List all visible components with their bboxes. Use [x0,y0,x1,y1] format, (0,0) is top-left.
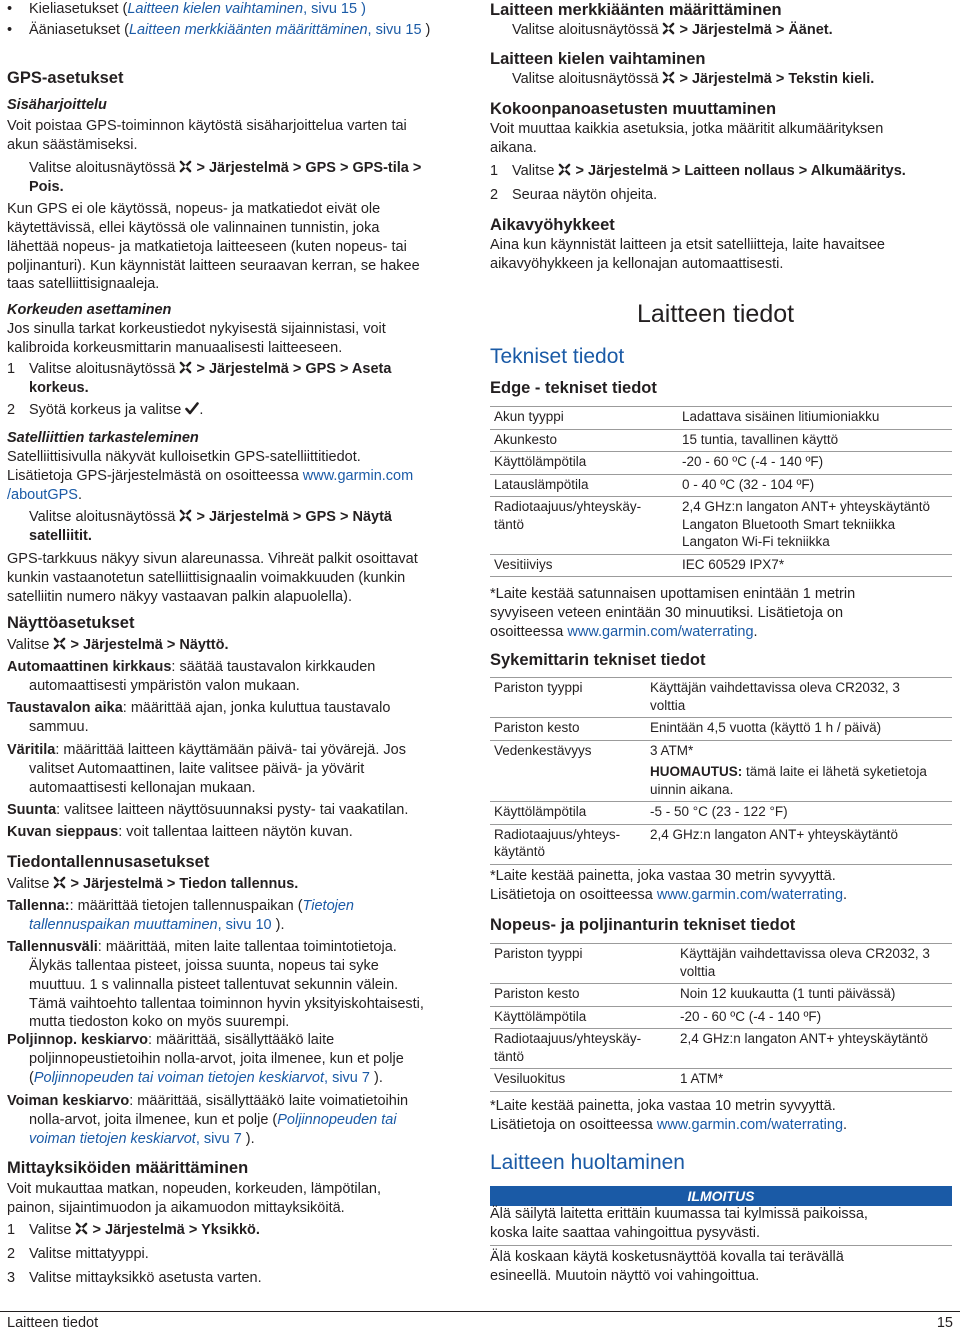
recording-item-interval: Tallennusväli: määrittää, miten laite tallentaa toimintotietoja. Älykäs tallentaa pisteet, joissa suunta, nopeus tai syke muuttuu. 1 s valinnalla pisteet tallentuvat sekunnin välein. Tämä vaihtoehto tallentaa toiminnon hyvin yksityiskohtaisesti, mutta tiedoston koko on myös suurempi. [7,939,424,1031]
settings-icon [53,876,66,889]
reset-heading: Kokoonpanoasetusten muuttaminen [490,100,777,118]
table-row [490,407,952,429]
recording-item-save-to: Tallenna:: määrittää tietojen tallennuspaikan (Tietojen tallennuspaikan muuttaminen, sivu 10 ). [7,898,354,933]
notice-banner: ILMOITUS [490,1186,952,1206]
table-cell: Radiotaajuus/yhteyskäy- täntö [490,497,678,555]
link-garmin-gps[interactable]: www.garmin.com [302,467,414,484]
link-data-storage-cont[interactable]: tallennuspaikan muuttaminen [29,916,218,933]
reset-step-1: 1 Valitse > Järjestelmä > Laitteen nollaus > Alkumääritys. [490,163,906,179]
table-row [490,554,952,577]
edge-water-note: *Laite kestää satunnaisen upottamisen enintään 1 metrin syvyiseen veteen enintään 30 minuutiksi. Lisätietoja on osoitteessa www.garmin.com/waterrating. [490,586,856,640]
settings-icon [179,509,192,522]
gps-settings-heading: GPS-asetukset [7,69,124,87]
link-cadence-avg[interactable]: Poljinnopeuden tai voiman tietojen keskiarvot [33,1069,325,1086]
table-row: Radiotaajuus/yhteys- käytäntö 2,4 GHz:n langaton ANT+ yhteyskäytäntö [490,824,952,864]
table-cell: Ladattava sisäinen litiumioniakku [678,407,952,429]
table-row [490,944,952,984]
recording-select: Valitse > Järjestelmä > Tiedon tallennus. [7,876,299,892]
table-cell: Pariston kesto [490,984,676,1007]
speed-specs-table [490,943,952,1092]
care-heading: Laitteen huoltaminen [490,1151,685,1174]
units-text: Voit mukauttaa matkan, nopeuden, korkeuden, lämpötilan, painon, sijaintimuodon ja aikamuodon mittayksiköitä. [7,1181,382,1216]
bullet-dot: • [7,1,13,17]
table-row-notice: HUOMAUTUS: tämä laite ei lähetä syketietoja uinnin aikana. [490,762,952,802]
link-waterrating[interactable]: www.garmin.com/waterrating [656,1116,844,1133]
edge-specs-heading: Edge - tekniset tiedot [490,379,657,397]
tones-heading: Laitteen merkkiäänten määrittäminen [490,1,782,19]
table-cell: Latauslämpötila [490,474,678,497]
table-cell: Käyttölämpötila [490,1006,676,1029]
hr-specs-heading: Sykemittarin tekniset tiedot [490,651,706,669]
table-cell: Akunkesto [490,429,678,452]
reset-step-2: 2 Seuraa näytön ohjeita. [490,187,658,203]
speed-specs-heading: Nopeus- ja poljinanturin tekniset tiedot [490,916,796,934]
display-item-auto-brightness: Automaattinen kirkkaus: säätää taustavalon kirkkauden automaattisesti ympäristön valon mukaan. [7,659,376,694]
table-cell: Noin 12 kuukautta (1 tunti päivässä) [676,984,952,1007]
bullet-language-settings: • Kieliasetukset (Laitteen kielen vaihtaminen, sivu 15 ) [7,1,366,17]
altitude-step-2: 2 Syötä korkeus ja valitse . [7,402,204,418]
indoor-training-text: Voit poistaa GPS-toiminnon käytöstä sisäharjoittelua varten tai akun säästämiseksi. [7,118,407,153]
table-row: Käyttölämpötila -5 - 50 °C (23 - 122 °F) [490,802,952,825]
table-cell: Vesitiiviys [490,554,678,577]
recording-settings-heading: Tiedontallennusasetukset [7,853,210,871]
satellites-step: Valitse aloitusnäytössä > Järjestelmä > GPS > Näytä satelliitit. [29,509,392,544]
recording-item-power-avg: Voiman keskiarvo: määrittää, sisällyttääkö laite voimatietoihin nolla-arvot, joita ilmenee, kun et polje (Poljinnopeuden tai voiman tietojen keskiarvot, sivu 7 ). [7,1093,409,1147]
link-garmin-gps-cont[interactable]: /aboutGPS [7,486,78,503]
care-notice-1: Älä säilytä laitetta erittäin kuumassa tai kylmissä paikoissa, koska laite saattaa vahingoittua pysyvästi. [490,1205,952,1246]
page-number: 15 [936,1315,953,1329]
table-row [490,1069,952,1092]
bullet-dot: • [7,22,13,38]
table-row [490,1029,952,1069]
bullet-tone-settings: • Ääniasetukset (Laitteen merkkiäänten määrittäminen, sivu 15 ) [7,22,431,38]
settings-icon [75,1222,88,1235]
link-change-language[interactable]: Laitteen kielen vaihtaminen [127,1,304,17]
care-notice-2: Älä koskaan käytä kosketusnäyttöä kovalla tai terävällä esineellä. Muutoin näyttö voi vahingoittua. [490,1249,844,1284]
settings-icon [179,160,192,173]
settings-icon [662,71,675,84]
table-cell: Käyttölämpötila [490,452,678,475]
table-row [490,1006,952,1029]
units-step-2: 2 Valitse mittatyyppi. [7,1246,149,1262]
table-cell: 1 ATM* [676,1069,952,1092]
recording-item-cadence-avg: Poljinnop. keskiarvo: määrittää, sisällyttääkö laite poljinnopeustietoihin nolla-arvot, joita ilmenee, kun et polje (Poljinnopeuden tai voiman tietojen keskiarvot, sivu 7 ). [7,1032,404,1086]
link-power-avg[interactable]: Poljinnopeuden tai [277,1111,397,1128]
display-item-screenshot: Kuvan sieppaus: voit tallentaa laitteen näytön kuvan. [7,824,353,840]
table-cell: 2,4 GHz:n langaton ANT+ yhteyskäytäntö Langaton Bluetooth Smart tekniikka Langaton Wi-Fi tekniikka [678,497,952,555]
indoor-training-step: Valitse aloitusnäytössä > Järjestelmä > GPS > GPS-tila > Pois. [29,160,422,195]
table-row: Pariston kesto Enintään 4,5 vuotta (käyttö 1 h / päivä) [490,718,952,741]
table-cell: 15 tuntia, tavallinen käyttö [678,429,952,452]
language-step: Valitse aloitusnäytössä > Järjestelmä > Tekstin kieli. [512,71,875,87]
specs-heading: Tekniset tiedot [490,345,625,368]
chapter-title: Laitteen tiedot [637,300,795,328]
display-item-orientation: Suunta: valitsee laitteen näyttösuunnaksi pysty- tai vaakatilan. [7,802,409,818]
settings-icon [179,361,192,374]
table-cell: Vesiluokitus [490,1069,676,1092]
units-heading: Mittayksiköiden määrittäminen [7,1159,249,1177]
table-cell: -20 - 60 ºC (-4 - 140 ºF) [676,1006,952,1029]
table-row [490,984,952,1007]
language-heading: Laitteen kielen vaihtaminen [490,50,706,68]
edge-specs-table [490,406,952,577]
reset-text: Voit muuttaa kaikkia asetuksia, jotka määritit alkumäärityksen aikana. [490,121,884,156]
table-row [490,497,952,555]
altitude-step-1: 1 Valitse aloitusnäytössä > Järjestelmä > GPS > Aseta korkeus. [7,361,392,396]
indoor-training-heading: Sisäharjoittelu [7,97,107,113]
checkmark-icon [185,402,199,415]
altitude-heading: Korkeuden asettaminen [7,302,172,318]
table-cell: 0 - 40 ºC (32 - 104 ºF) [678,474,952,497]
table-cell: Radiotaajuus/yhteyskäy- täntö [490,1029,676,1069]
timezone-heading: Aikavyöhykkeet [490,216,615,234]
table-row [490,474,952,497]
settings-icon [53,637,66,650]
gps-accuracy-note: GPS-tarkkuus näkyy sivun alareunassa. Vihreät palkit osoittavat kunkin vastaanotetun satelliittisignaalin voimakkuuden (kunkin satelliitin numero näkyy vastaavan palkin alapuolella). [7,551,418,605]
link-waterrating[interactable]: www.garmin.com/waterrating [656,886,844,903]
settings-icon [662,22,675,35]
table-row: Pariston tyyppi Käyttäjän vaihdettavissa oleva CR2032, 3 volttia [490,678,952,718]
units-step-3: 3 Valitse mittayksikkö asetusta varten. [7,1270,262,1286]
hr-water-note: *Laite kestää painetta, joka vastaa 30 metrin syvyyttä. Lisätietoja on osoitteessa www.garmin.com/waterrating. [490,868,848,903]
units-step-1: 1 Valitse > Järjestelmä > Yksikkö. [7,1222,260,1238]
tones-step: Valitse aloitusnäytössä > Järjestelmä > Äänet. [512,22,833,38]
table-row [490,452,952,475]
table-row: Vedenkestävyys 3 ATM* [494,742,694,758]
display-item-backlight: Taustavalon aika: määrittää ajan, jonka kuluttua taustavalo sammuu. [7,700,391,735]
table-cell: -20 - 60 ºC (-4 - 140 ºF) [678,452,952,475]
link-device-tones[interactable]: Laitteen merkkiäänten määrittäminen [128,22,368,38]
table-cell: Käyttäjän vaihdettavissa oleva CR2032, 3 volttia [676,944,952,984]
satellites-text: Satelliittisivulla näkyvät kulloisetkin GPS-satelliittitiedot. Lisätietoja GPS-järjestelmästä on osoitteessa www.garmin.com /aboutGPS. [7,449,414,503]
display-select: Valitse > Järjestelmä > Näyttö. [7,637,229,653]
display-settings-heading: Näyttöasetukset [7,614,135,632]
table-cell: Pariston tyyppi [490,944,676,984]
speed-water-note: *Laite kestää painetta, joka vastaa 10 metrin syvyyttä. Lisätietoja on osoitteessa www.garmin.com/waterrating. [490,1098,848,1133]
satellites-heading: Satelliittien tarkasteleminen [7,430,199,446]
footer-section: Laitteen tiedot [7,1315,99,1329]
page-footer [0,1311,960,1329]
timezone-text: Aina kun käynnistät laitteen ja etsit satelliitteja, laite havaitsee aikavyöhykkeen ja kellonajan automaattisesti. [490,237,885,272]
link-waterrating[interactable]: www.garmin.com/waterrating [567,623,754,640]
table-cell: IEC 60529 IPX7* [678,554,952,577]
hr-specs-table [490,677,952,865]
link-data-storage[interactable]: Tietojen [302,898,354,914]
display-item-color-mode: Väritila: määrittää laitteen käyttämään päivä- tai yövärejä. Jos valitset Automaattinen, laite valitsee päivä- ja yövärit automaattisesti kellonajan mukaan. [7,742,406,796]
table-row [490,429,952,452]
altitude-text: Jos sinulla tarkat korkeustiedot nykyisestä sijainnistasi, voit kalibroida korkeusmittarin manuaalisesti laitteeseen. [7,321,386,356]
gps-off-note: Kun GPS ei ole käytössä, nopeus- ja matkatiedot eivät ole käytettävissä, ellei käytössä ole valinnainen tunnistin, joka lähettää nopeus- ja matkatietoja laitteeseen (kuten nopeus- tai poljinanturi). Kun käynnistät laitteen seuraavan kerran, se hakee taas satelliittisignaaleja. [7,201,420,293]
table-cell: Akun tyyppi [490,407,678,429]
table-cell: 2,4 GHz:n langaton ANT+ yhteyskäytäntö [676,1029,952,1069]
link-power-avg-cont[interactable]: voiman tietojen keskiarvot [29,1130,196,1147]
settings-icon [558,163,571,176]
